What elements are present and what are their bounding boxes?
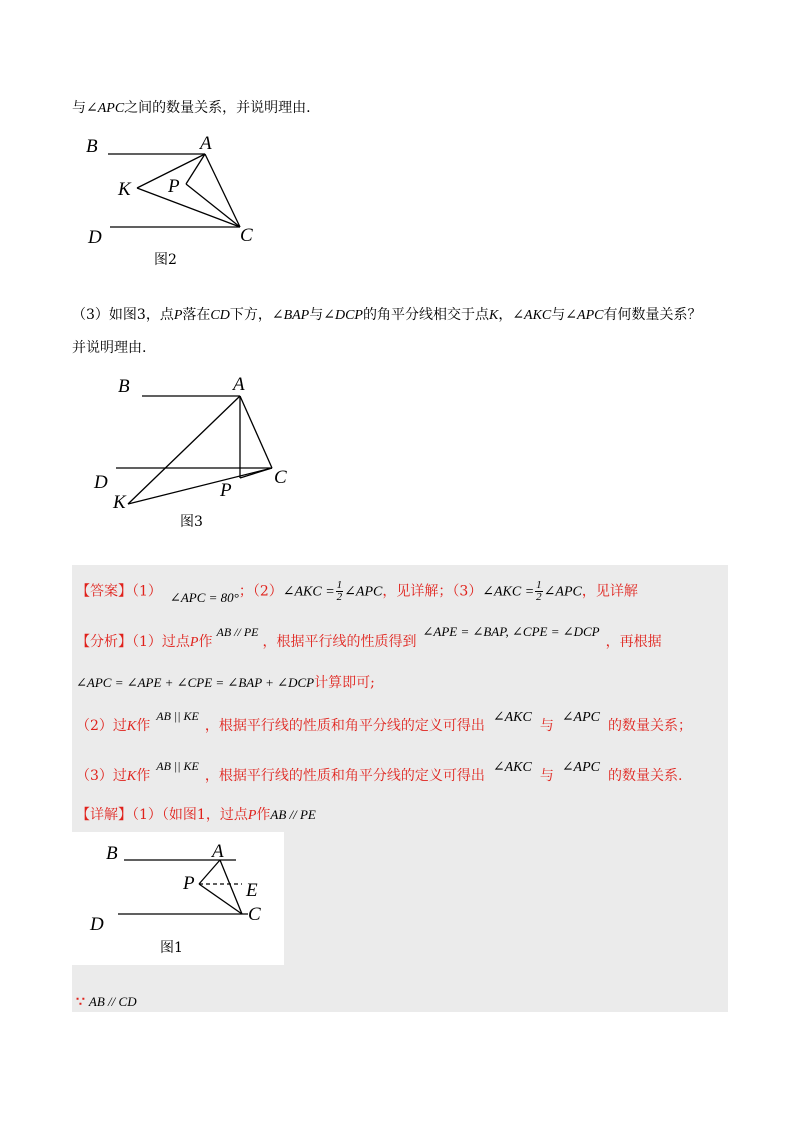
- answer-part1: （1）: [132, 583, 162, 600]
- fig3-label-B: B: [118, 376, 130, 397]
- analysis-l1-equation: ∠APE = ∠BAP, ∠CPE = ∠DCP: [422, 624, 600, 639]
- detail-tag: 【详解】: [76, 807, 132, 823]
- analysis-l4-a: （3）过: [76, 768, 127, 784]
- analysis-l1-b: 作: [198, 634, 213, 650]
- fig3-caption: 图3: [180, 514, 203, 530]
- fig1-label-P: P: [183, 873, 195, 894]
- fig2-label-K: K: [118, 179, 131, 200]
- analysis-l3-angle2: ∠APC: [561, 710, 600, 725]
- fig2-label-A: A: [200, 133, 212, 154]
- part3-text-d: 与: [309, 307, 324, 323]
- part3-angle-apc: ∠APC: [565, 308, 604, 323]
- part3-line2: 并说明理由.: [72, 340, 147, 356]
- fig3-label-A: A: [233, 374, 245, 395]
- analysis-l4-d: 与: [539, 768, 554, 784]
- fig2-label-D: D: [88, 227, 102, 248]
- part3-text-g: 与: [551, 307, 566, 323]
- intro-angle: ∠APC: [86, 101, 125, 116]
- answer-eq1: ∠APC = 80°: [169, 589, 239, 605]
- fig1-label-A: A: [212, 841, 224, 862]
- part3-text-b: 落在: [182, 307, 211, 323]
- fig1-label-C: C: [248, 904, 261, 925]
- fraction-denominator: 2: [336, 591, 343, 603]
- analysis-line-4: [76, 759, 683, 787]
- analysis-l3-parallel: AB || KE: [156, 709, 199, 723]
- fig3-label-P: P: [220, 480, 232, 501]
- answer-eq2-fraction: [336, 580, 344, 603]
- fig1-label-B: B: [106, 843, 118, 864]
- analysis-line-1: [76, 624, 662, 653]
- fig3-label-C: C: [274, 467, 287, 488]
- fig2-label-B: B: [86, 136, 98, 157]
- analysis-l1-a: （1）过点: [132, 634, 190, 650]
- part3-angle-dcp: ∠DCP: [323, 308, 363, 323]
- analysis-l3-c: ，根据平行线的性质和角平分线的定义可得出: [204, 718, 485, 734]
- fraction-denominator: 2: [536, 591, 542, 603]
- fraction-numerator: 1: [536, 579, 542, 591]
- part3-text-e: 的角平分线相交于点: [362, 307, 489, 323]
- fig2-label-C: C: [240, 225, 253, 246]
- analysis-l3-a: （2）过: [76, 718, 127, 734]
- analysis-l4-angle2: ∠APC: [561, 760, 600, 775]
- answer-part3-end: ，见详解: [581, 583, 638, 600]
- analysis-l4-point: K: [126, 769, 137, 784]
- intro-line: [72, 98, 311, 119]
- part3-line1: [72, 305, 701, 326]
- part3-text-f: ，: [498, 307, 513, 323]
- because-statement: AB // CD: [88, 994, 137, 1009]
- analysis-l3-angle1: ∠AKC: [492, 710, 532, 725]
- analysis-l2-a: 计算即可;: [314, 675, 375, 691]
- analysis-l2-equation: ∠APC = ∠APE + ∠CPE = ∠BAP + ∠DCP: [76, 675, 315, 690]
- answer-eq3-fraction: [535, 580, 543, 603]
- analysis-tag: 【分析】: [76, 634, 132, 650]
- detail-a: （1）（如图1，过点: [132, 807, 248, 823]
- analysis-line-3: [76, 709, 692, 737]
- part3-text-a: （3）如图3，点: [72, 307, 174, 323]
- analysis-l1-d: ，再根据: [605, 634, 662, 650]
- answer-eq3-lhs: ∠AKC =: [482, 584, 535, 600]
- part3-line-cd: CD: [210, 308, 230, 323]
- analysis-l3-b: 作: [136, 718, 151, 734]
- fig2-label-P: P: [168, 176, 180, 197]
- part3-text-h: 有何数量关系？: [603, 307, 702, 323]
- analysis-l4-e: 的数量关系.: [608, 768, 683, 784]
- answer-eq2-lhs: ∠AKC =: [282, 584, 335, 600]
- analysis-l3-point: K: [126, 719, 137, 734]
- analysis-l4-c: ，根据平行线的性质和角平分线的定义可得出: [204, 768, 485, 784]
- fig3-label-D: D: [94, 472, 108, 493]
- intro-prefix: 与: [72, 100, 86, 116]
- because-symbol: ∵: [76, 994, 85, 1010]
- fig1-label-E: E: [246, 880, 258, 901]
- detail-parallel: AB // PE: [270, 807, 316, 822]
- analysis-l3-d: 与: [539, 718, 554, 734]
- analysis-l4-b: 作: [136, 768, 151, 784]
- answer-eq3-rhs: ∠APC: [543, 584, 582, 600]
- figure-3: [90, 372, 300, 537]
- analysis-l4-angle1: ∠AKC: [492, 760, 532, 775]
- because-line: [76, 992, 137, 1012]
- part3-point-k: K: [488, 308, 499, 323]
- fig1-caption: 图1: [160, 940, 183, 956]
- analysis-l1-c: ，根据平行线的性质得到: [262, 634, 417, 650]
- part3-point-p: P: [173, 308, 183, 323]
- answer-tag: 【答案】: [76, 583, 132, 600]
- fig2-caption: 图2: [154, 252, 177, 268]
- intro-suffix: 之间的数量关系，并说明理由.: [124, 100, 311, 116]
- fig3-label-K: K: [113, 492, 126, 513]
- detail-line: [76, 805, 316, 826]
- analysis-l4-parallel: AB || KE: [156, 759, 199, 773]
- fig1-label-D: D: [90, 914, 104, 935]
- answer-part2-end: ，见详解；（3）: [382, 583, 483, 600]
- analysis-l3-e: 的数量关系；: [608, 718, 692, 734]
- detail-b: 作: [256, 807, 271, 823]
- answer-eq2-rhs: ∠APC: [344, 584, 383, 600]
- part3-angle-bap: ∠BAP: [271, 308, 310, 323]
- analysis-line-2: [76, 673, 375, 693]
- analysis-l1-parallel: AB // PE: [216, 625, 259, 639]
- part3-text-c: 下方，: [229, 307, 272, 323]
- analysis-l1-point: P: [189, 635, 199, 650]
- detail-point: P: [247, 808, 257, 823]
- part3-angle-akc: ∠AKC: [512, 308, 552, 323]
- answer-line: [76, 580, 638, 603]
- answer-part2: ；（2）: [238, 583, 283, 600]
- figure-1: [72, 832, 284, 965]
- fraction-numerator: 1: [336, 579, 343, 591]
- figure-2: [80, 130, 270, 275]
